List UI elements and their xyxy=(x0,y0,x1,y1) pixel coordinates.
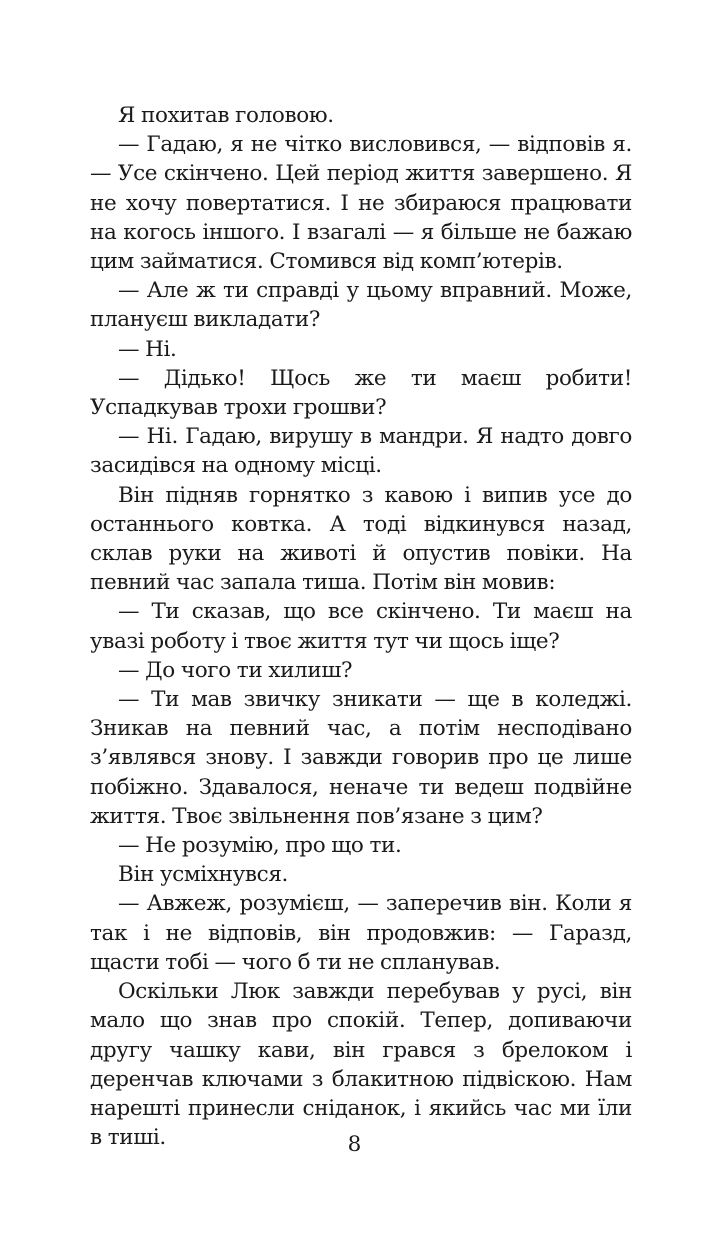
paragraph-14: Оскільки Люк завжди перебував у русі, він мало що знав про спокій. Тепер, допиваючи другу чашку кави, він грався з брелоком і деренчав ключами з блакитною підвіскою. Нам нарешті принесли сніданок, і якийсь час ми їли в тиші. xyxy=(90,979,632,1151)
paragraph-11: — Не розумію, про що ти. xyxy=(118,833,402,859)
body-text xyxy=(90,101,632,1152)
paragraph-1: Я похитав головою. xyxy=(118,103,334,128)
paragraph-12: Він усміхнувся. xyxy=(118,862,289,888)
paragraph-8: — Ти сказав, що все скінчено. Ти маєш на увазі роботу і твоє життя тут чи щось іще? xyxy=(90,599,632,654)
paragraph-7: Він підняв горнятко з кавою і випив усе до останнього ковтка. А тоді відкинувся назад, склав руки на животі й опустив повіки. На певний час запала тиша. Потім він мовив: xyxy=(90,482,632,596)
page-number: 8 xyxy=(347,1132,362,1157)
paragraph-2: — Гадаю, я не чітко висловився, — відповів я. — Усе скінчено. Цей період життя завершено. Я не хочу повертатися. І не збираюся працювати на когось іншого. І взагалі — я більше не бажаю цим займатися. Стомився від комп’ютерів. xyxy=(90,132,632,275)
paragraph-3: — Але ж ти справді у цьому вправний. Може, плануєш викладати? xyxy=(90,278,632,333)
paragraph-4: — Ні. xyxy=(118,336,177,362)
paragraph-13: — Авжеж, розумієш, — заперечив він. Коли я так і не відповів, він продовжив: — Гаразд, щасти тобі — чого б ти не спланував. xyxy=(90,891,632,975)
paragraph-5: — Дідько! Щось же ти маєш робити! Успадкував трохи грошви? xyxy=(90,365,632,421)
paragraph-9: — До чого ти хилиш? xyxy=(118,657,353,683)
paragraph-6: — Ні. Гадаю, вирушу в мандри. Я надто довго засидівся на одному місці. xyxy=(90,424,632,479)
paragraph-10: — Ти мав звичку зникати — ще в коледжі. Зникав на певний час, а потім несподівано з’являвся знову. І завжди говорив про це лише побіжно. Здавалося, неначе ти ведеш подвійне життя. Твоє звільнення пов’язане з цим? xyxy=(90,687,632,829)
